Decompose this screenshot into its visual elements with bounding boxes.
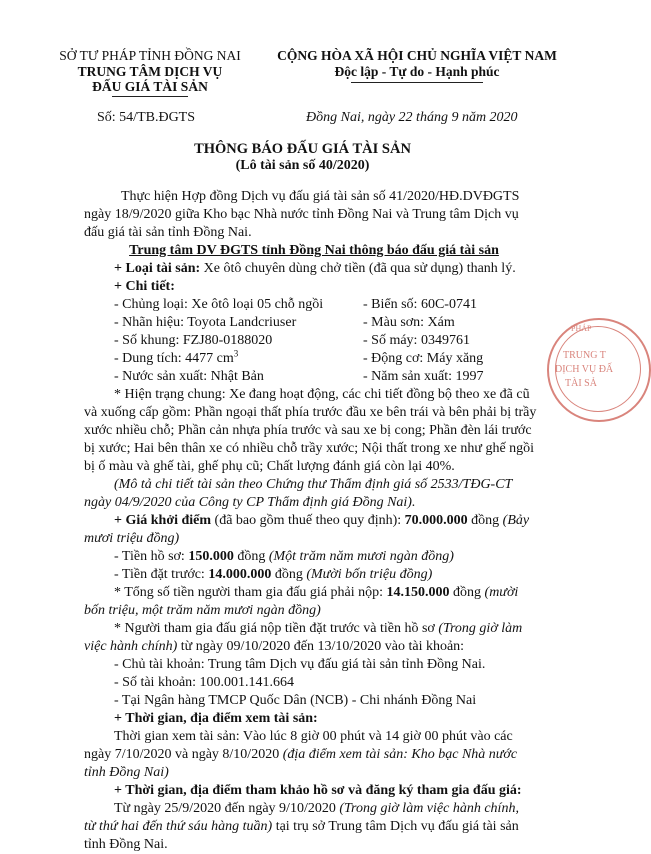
page-title: THÔNG BÁO ĐẤU GIÁ TÀI SẢN: [194, 141, 411, 157]
announcement-heading: Trung tâm DV ĐGTS tỉnh Đồng Nai thông báo đấu giá tài sản: [129, 243, 499, 258]
registration-hours: (Trong giờ làm việc hành chính,: [339, 801, 519, 816]
stamp-text: DỊCH VỤ ĐẤ: [555, 364, 614, 375]
capacity-unit-sup: 3: [233, 348, 239, 359]
fee-label: - Tiền hồ sơ:: [114, 549, 189, 564]
detail-left-capacity: [114, 350, 238, 368]
motto: Độc lập - Tự do - Hạnh phúc: [334, 64, 500, 79]
intro-line: ngày 18/9/2020 giữa Kho bạc Nhà nước tỉnh Đồng Nai và Trung tâm Dịch vụ: [84, 207, 519, 222]
detail-right: - Năm sản xuất: 1997: [363, 369, 484, 384]
total-unit: đồng: [449, 585, 485, 600]
start-price-words: (Bảy: [502, 513, 530, 528]
viewing-line: Thời gian xem tài sản: Vào lúc 8 giờ 00 phút và 14 giờ 00 phút vào các: [114, 729, 513, 744]
total-line: [114, 584, 518, 602]
page-subtitle: (Lô tài sản số 40/2020): [235, 158, 370, 173]
deposit-label: - Tiền đặt trước:: [114, 567, 209, 582]
fee-words: (Một trăm năm mươi ngàn đồng): [268, 549, 454, 564]
capacity-text: - Dung tích: 4477 cm: [114, 351, 234, 366]
condition-line: xước nhiều chỗ; Phần cản nhựa phía trước và sau xe bị cong; Phần đèn lái trước: [84, 423, 532, 438]
intro-line: đấu giá tài sản tỉnh Đồng Nai.: [84, 225, 252, 240]
registration-line: [84, 818, 519, 836]
registration-days: từ thứ hai đến thứ sáu hàng tuần): [84, 819, 273, 834]
total-words: (mười: [484, 585, 519, 600]
detail-left: - Nhãn hiệu: Toyota Landcriuser: [114, 315, 297, 330]
deposit-unit: đồng: [271, 567, 307, 582]
viewing-location-cont: tỉnh Đồng Nai): [84, 765, 169, 780]
detail-right: - Biển số: 60C-0741: [363, 297, 477, 312]
payment-line: [114, 620, 522, 638]
payment-dates: từ ngày 09/10/2020 đến 13/10/2020 vào tài khoản:: [177, 639, 465, 654]
asset-type: [114, 260, 516, 278]
viewing-line: [84, 746, 517, 764]
deposit-line: [114, 566, 432, 584]
start-price-note: (đã bao gồm thuế theo quy định):: [211, 513, 405, 528]
center-name-line2: ĐẤU GIÁ TÀI SẢN: [92, 79, 208, 94]
stamp-text: PHÁP: [571, 324, 592, 333]
registration-line: [114, 800, 519, 818]
account-holder: - Chủ tài khoản: Trung tâm Dịch vụ đấu giá tài sản tỉnh Đồng Nai.: [114, 657, 486, 672]
deposit-words: (Mười bốn triệu đồng): [306, 567, 433, 582]
deposit-amount: 14.000.000: [208, 567, 272, 582]
fee-unit: đồng: [233, 549, 269, 564]
condition-line: và xuống cấp gồm: Phần ngoại thất phía trước đầu xe bên trái và bên phải bị trầy: [84, 405, 537, 420]
start-price-amount: 70.000.000: [404, 513, 468, 528]
appraisal-line: ngày 04/9/2020 của Công ty CP Thẩm định giá Đồng Nai).: [84, 495, 416, 510]
official-stamp: [547, 318, 651, 422]
payment-hours: (Trong giờ làm: [438, 621, 523, 636]
asset-type-value: Xe ôtô chuyên dùng chở tiền (đã qua sử dụng) thanh lý.: [200, 261, 516, 276]
stamp-text: TÀI SẢ: [565, 378, 597, 389]
total-label: * Tổng số tiền người tham gia đấu giá phải nộp:: [114, 585, 387, 600]
registration-place-cont: tỉnh Đồng Nai.: [84, 837, 168, 852]
header-right-underline: [351, 82, 483, 83]
fee-line: [114, 548, 454, 566]
viewing-dates: ngày 7/10/2020 và ngày 8/10/2020: [84, 747, 283, 762]
account-bank: - Tại Ngân hàng TMCP Quốc Dân (NCB) - Chi nhánh Đồng Nai: [114, 693, 477, 708]
asset-type-label: + Loại tài sản:: [114, 261, 201, 276]
payment-text: * Người tham gia đấu giá nộp tiền đặt trước và tiền hồ sơ: [114, 621, 439, 636]
start-price-words-cont: mươi triệu đồng): [84, 531, 180, 546]
center-name-line1: TRUNG TÂM DỊCH VỤ: [77, 64, 223, 79]
detail-right: - Số máy: 0349761: [363, 333, 470, 348]
viewing-location: (địa điểm xem tài sản: Kho bạc Nhà nước: [282, 747, 518, 762]
total-amount: 14.150.000: [386, 585, 450, 600]
registration-heading: + Thời gian, địa điểm tham khảo hồ sơ và đăng ký tham gia đấu giá:: [114, 783, 522, 798]
header-left-underline: [112, 96, 188, 97]
condition-line: * Hiện trạng chung: Xe đang hoạt động, các chi tiết đồng bộ theo xe đã cũ: [114, 387, 530, 402]
stamp-text: TRUNG T: [563, 350, 606, 361]
start-price: [114, 512, 529, 530]
detail-right: - Động cơ: Máy xăng: [363, 351, 484, 366]
detail-right: - Màu sơn: Xám: [363, 315, 455, 330]
details-label: + Chi tiết:: [114, 279, 175, 294]
condition-line: bị xước; Hai bên thân xe có nhiều chỗ trầy xước; Nội thất trong xe như ghế ngồi: [84, 441, 535, 456]
payment-line-cont: [84, 638, 464, 656]
start-price-label: + Giá khởi điểm: [114, 513, 212, 528]
detail-left: - Nước sản xuất: Nhật Bản: [114, 369, 264, 384]
issue-date: Đồng Nai, ngày 22 tháng 9 năm 2020: [306, 110, 518, 125]
account-number: - Số tài khoản: 100.001.141.664: [114, 675, 295, 690]
condition-line: bị ố màu và ghế tài, ghế phụ cũ; Chất lượng đánh giá còn lại 40%.: [84, 459, 455, 474]
detail-left: - Số khung: FZJ80-0188020: [114, 333, 273, 348]
appraisal-line: (Mô tả chi tiết tài sản theo Chứng thư Thẩm định giá số 2533/TĐG-CT: [114, 477, 513, 492]
registration-place: tại trụ sở Trung tâm Dịch vụ đấu giá tài sản: [272, 819, 519, 834]
viewing-heading: + Thời gian, địa điểm xem tài sản:: [114, 711, 318, 726]
fee-amount: 150.000: [188, 549, 234, 564]
intro-line: Thực hiện Hợp đồng Dịch vụ đấu giá tài sản số 41/2020/HĐ.DVĐGTS: [121, 189, 520, 204]
detail-left: - Chủng loại: Xe ôtô loại 05 chỗ ngồi: [114, 297, 324, 312]
start-price-unit: đồng: [467, 513, 503, 528]
registration-dates: Từ ngày 25/9/2020 đến ngày 9/10/2020: [114, 801, 340, 816]
document-number: Số: 54/TB.ĐGTS: [97, 110, 196, 125]
department-name: SỞ TƯ PHÁP TỈNH ĐỒNG NAI: [59, 48, 241, 63]
total-words-cont: bốn triệu, một trăm năm mươi ngàn đồng): [84, 603, 321, 618]
national-title: CỘNG HÒA XÃ HỘI CHỦ NGHĨA VIỆT NAM: [277, 48, 557, 63]
payment-hours-cont: việc hành chính): [84, 639, 178, 654]
